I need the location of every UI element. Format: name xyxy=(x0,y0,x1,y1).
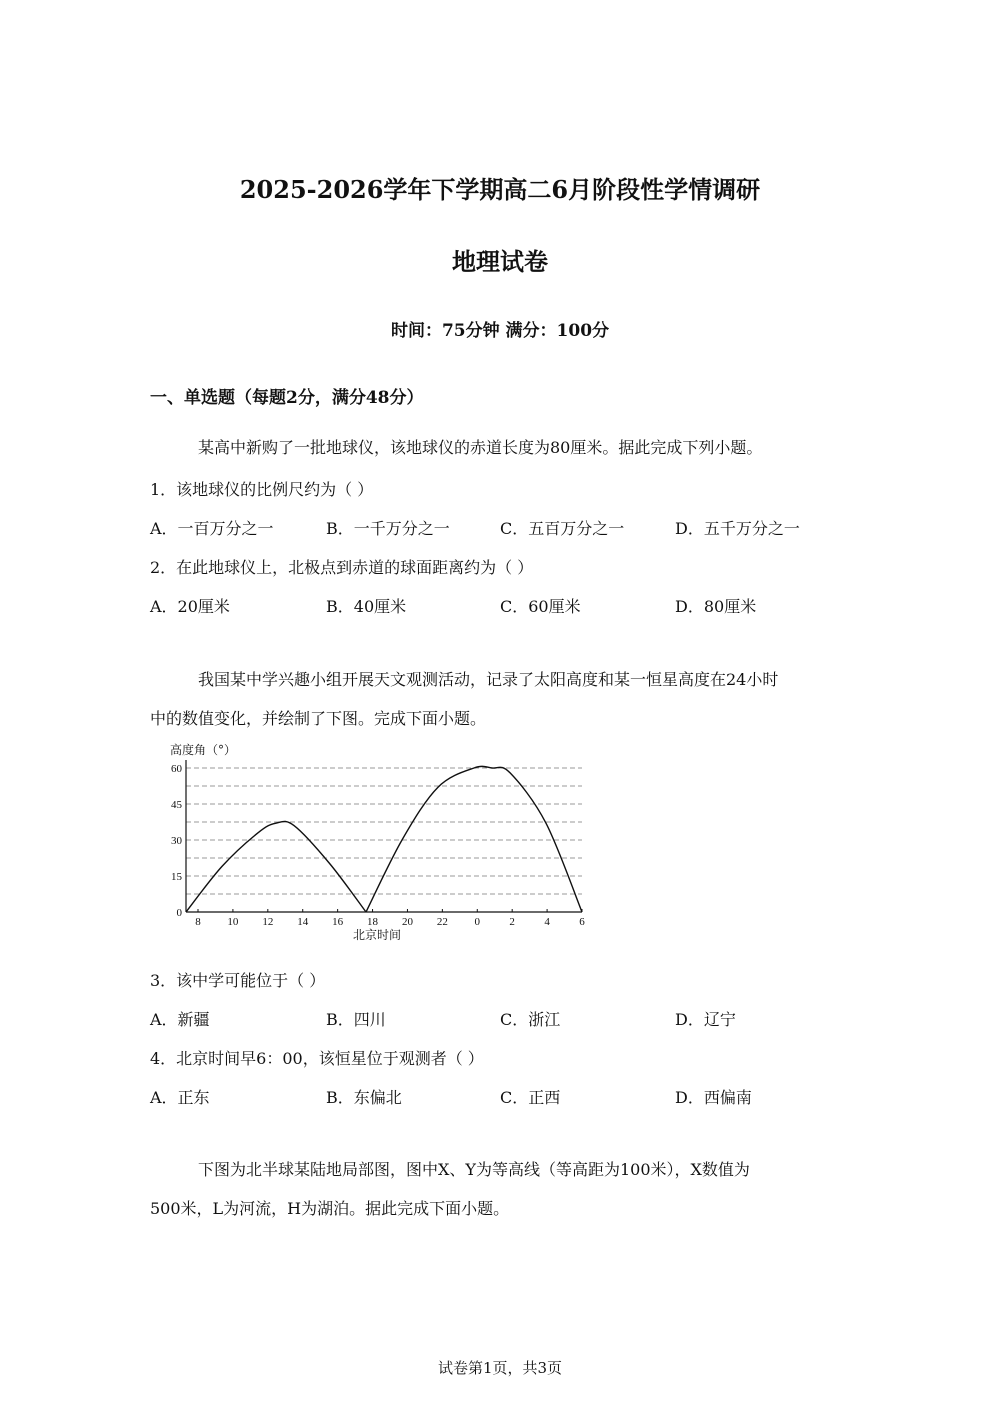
chart-ylabel: 高度角（°） xyxy=(170,743,237,757)
q1-option-c[interactable]: C．五百万分之一 xyxy=(500,519,625,538)
group2-intro-line1: 我国某中学兴趣小组开展天文观测活动，记录了太阳高度和某一恒星高度在24小时 xyxy=(198,670,779,689)
q1-option-b[interactable]: B．一千万分之一 xyxy=(326,519,450,538)
question-3-stem: 3．该中学可能位于（ ） xyxy=(150,971,326,990)
y-tick-label: 45 xyxy=(171,799,182,811)
q1-option-d[interactable]: D．五千万分之一 xyxy=(675,519,800,538)
x-tick-label: 0 xyxy=(474,916,481,928)
x-tick-label: 4 xyxy=(544,916,550,928)
x-tick-label: 12 xyxy=(262,916,274,928)
y-tick-label: 15 xyxy=(171,871,182,883)
x-tick-label: 6 xyxy=(579,916,585,928)
x-tick-label: 20 xyxy=(401,916,413,928)
series-curve-2 xyxy=(366,766,582,912)
q2-option-a[interactable]: A．20厘米 xyxy=(150,597,230,616)
group3-intro-line2: 500米，L为河流，H为湖泊。据此完成下面小题。 xyxy=(150,1199,510,1218)
x-tick-label: 16 xyxy=(332,916,344,928)
question-4-stem: 4．北京时间早6：00，该恒星位于观测者（ ） xyxy=(150,1049,484,1068)
section-title: 一、单选题（每题2分，满分48分） xyxy=(150,388,424,408)
altitude-chart xyxy=(150,740,600,945)
x-tick-label: 8 xyxy=(195,916,201,928)
q4-option-c[interactable]: C．正西 xyxy=(500,1088,561,1107)
q2-option-c[interactable]: C．60厘米 xyxy=(500,597,581,616)
y-tick-label: 60 xyxy=(171,763,182,775)
question-2-stem: 2．在此地球仪上，北极点到赤道的球面距离约为（ ） xyxy=(150,558,534,577)
y-tick-label: 30 xyxy=(171,835,182,847)
group3-intro-line1: 下图为北半球某陆地局部图，图中X、Y为等高线（等高距为100米），X数值为 xyxy=(198,1160,750,1179)
exam-meta: 时间：75分钟 满分：100分 xyxy=(390,321,610,341)
q4-option-b[interactable]: B．东偏北 xyxy=(326,1088,402,1107)
q2-option-b[interactable]: B．40厘米 xyxy=(326,597,407,616)
x-tick-label: 14 xyxy=(297,916,309,928)
x-tick-label: 18 xyxy=(367,916,379,928)
page-footer: 试卷第1页，共3页 xyxy=(437,1359,563,1377)
q1-option-a[interactable]: A．一百万分之一 xyxy=(150,519,274,538)
page-subtitle: 地理试卷 xyxy=(452,247,548,276)
y-tick-label: 0 xyxy=(176,907,182,919)
q3-option-a[interactable]: A．新疆 xyxy=(150,1010,210,1029)
q3-option-c[interactable]: C．浙江 xyxy=(500,1010,561,1029)
q4-option-a[interactable]: A．正东 xyxy=(150,1088,210,1107)
question-1-stem: 1．该地球仪的比例尺约为（ ） xyxy=(150,480,374,499)
group1-intro: 某高中新购了一批地球仪，该地球仪的赤道长度为80厘米。据此完成下列小题。 xyxy=(198,438,763,457)
chart-xlabel: 北京时间 xyxy=(352,928,402,942)
group2-intro-line2: 中的数值变化，并绘制了下图。完成下面小题。 xyxy=(150,709,487,728)
page-title: 2025-2026学年下学期高二6月阶段性学情调研 xyxy=(239,175,761,204)
q2-option-d[interactable]: D．80厘米 xyxy=(675,597,757,616)
x-tick-label: 2 xyxy=(509,916,515,928)
q3-option-d[interactable]: D．辽宁 xyxy=(675,1010,736,1029)
x-tick-label: 10 xyxy=(227,916,239,928)
x-tick-label: 22 xyxy=(436,916,448,928)
q4-option-d[interactable]: D．西偏南 xyxy=(675,1088,752,1107)
q3-option-b[interactable]: B．四川 xyxy=(326,1010,386,1029)
series-curve-1 xyxy=(186,821,366,912)
